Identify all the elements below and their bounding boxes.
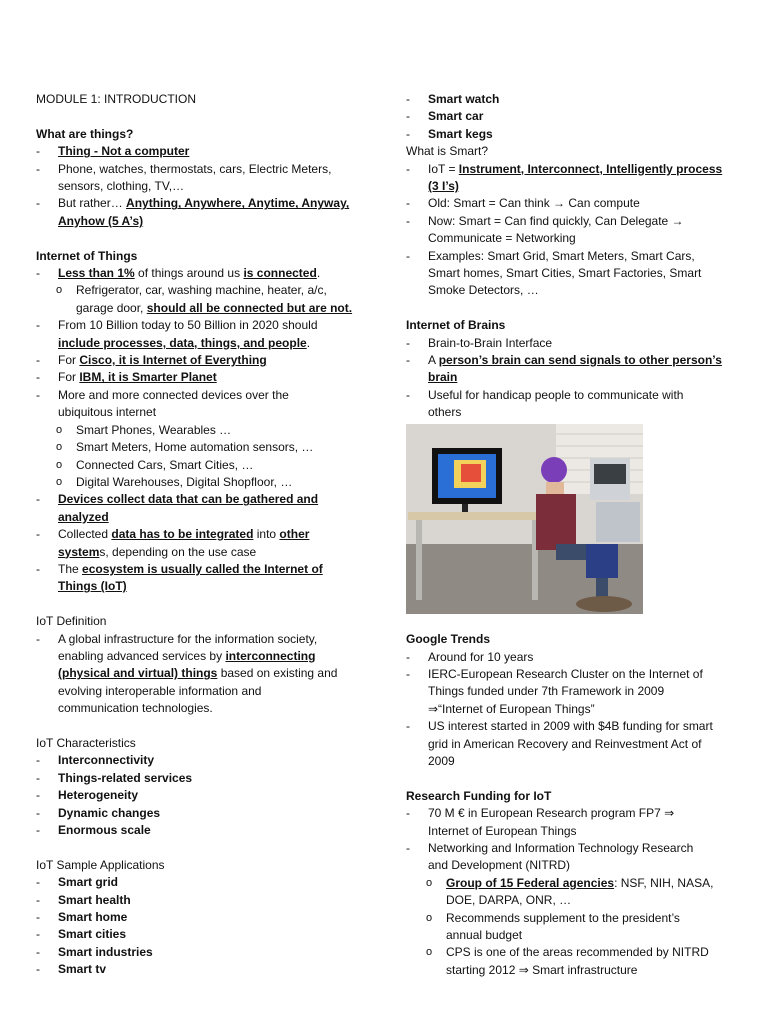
list-item: - The ecosystem is usually called the Internet of Things (IoT) (36, 561, 376, 596)
list-item: - Less than 1% of things around us is connected. (36, 265, 376, 282)
brains-heading: Internet of Brains (406, 318, 506, 333)
list-item: - From 10 Billion today to 50 Billion in 2020 should include processes, data, things, and people. (36, 317, 376, 352)
list-item: - Old: Smart = Can think → Can compute (406, 195, 746, 212)
list-item: - Brain-to-Brain Interface (406, 335, 746, 352)
list-item: - Smart health (36, 892, 376, 909)
list-item: - Around for 10 years (406, 649, 746, 666)
trends-heading: Google Trends (406, 632, 491, 647)
list-item: - Heterogeneity (36, 787, 376, 804)
left-column (36, 91, 376, 979)
list-item: - Smart cities (36, 926, 376, 943)
list-item: - 70 M € in European Research program FP7 ⇒ Internet of European Things (406, 805, 746, 840)
list-item: - More and more connected devices over the ubiquitous internet (36, 387, 376, 422)
things-heading: What are things? (36, 126, 134, 141)
sub-list-item: o Group of 15 Federal agencies: NSF, NIH, NASA, DOE, DARPA, ONR, … (406, 875, 746, 910)
list-item: - US interest started in 2009 with $4B funding for smart grid in American Recovery and Reinvestment Act of 2009 (406, 718, 746, 770)
list-item: - Smart industries (36, 944, 376, 961)
sub-list-item: o Digital Warehouses, Digital Shopfloor, … (36, 474, 376, 491)
list-item: - Things-related services (36, 770, 376, 787)
photo-illustration (406, 424, 643, 614)
definition-heading: IoT Definition (36, 614, 107, 629)
sub-list-item: o Smart Phones, Wearables … (36, 422, 376, 439)
sub-list-item: o Recommends supplement to the president’s annual budget (406, 910, 746, 945)
list-item: - Smart grid (36, 874, 376, 891)
applications-heading: IoT Sample Applications (36, 857, 165, 872)
list-item: - Smart home (36, 909, 376, 926)
sub-list-item: o Smart Meters, Home automation sensors, … (36, 439, 376, 456)
list-item: - IoT = Instrument, Interconnect, Intelligently process (3 I’s) (406, 161, 746, 196)
list-item: - Interconnectivity (36, 752, 376, 769)
list-item: - IERC-European Research Cluster on the Internet of Things funded under 7th Framework in 2009 ⇒“Internet of European Things” (406, 666, 746, 718)
sub-list-item: o Connected Cars, Smart Cities, … (36, 457, 376, 474)
list-item: - Enormous scale (36, 822, 376, 839)
list-item: - Dynamic changes (36, 805, 376, 822)
list-item: - Examples: Smart Grid, Smart Meters, Smart Cars, Smart homes, Smart Cities, Smart Factories, Smart Smoke Detectors, … (406, 248, 746, 300)
module-title: MODULE 1: INTRODUCTION (36, 92, 197, 106)
list-item: - For Cisco, it is Internet of Everything (36, 352, 376, 369)
list-item: - Smart car (406, 108, 746, 125)
list-item: - Collected data has to be integrated into other systems, depending on the use case (36, 526, 376, 561)
characteristics-heading: IoT Characteristics (36, 735, 136, 750)
list-item: - Networking and Information Technology Research and Development (NITRD) (406, 840, 746, 875)
list-item: - Smart watch (406, 91, 746, 108)
brain-interface-photo (406, 424, 643, 614)
smart-heading: What is Smart? (406, 144, 489, 159)
sub-list-item: o Refrigerator, car, washing machine, heater, a/c, garage door, should all be connected but are not. (36, 282, 376, 317)
list-item: - But rather… Anything, Anywhere, Anytime, Anyway, Anyhow (5 A’s) (36, 195, 376, 230)
list-item: - Useful for handicap people to communicate with others (406, 387, 746, 422)
list-item: - A person’s brain can send signals to other person’s brain (406, 352, 746, 387)
list-item: - Devices collect data that can be gathered and analyzed (36, 491, 376, 526)
list-item: - Smart tv (36, 961, 376, 978)
iot-heading: Internet of Things (36, 248, 138, 263)
list-item: - Smart kegs (406, 126, 746, 143)
list-item: - Now: Smart = Can find quickly, Can Delegate → Communicate = Networking (406, 213, 746, 248)
list-item: - For IBM, it is Smarter Planet (36, 369, 376, 386)
list-item: - A global infrastructure for the information society, enabling advanced services by interconnecting (physical and virtual) things based on existing and evolving interoperable information and communication technologies. (36, 631, 376, 718)
funding-heading: Research Funding for IoT (406, 788, 552, 803)
sub-list-item: o CPS is one of the areas recommended by NITRD starting 2012 ⇒ Smart infrastructure (406, 944, 746, 979)
list-item: - Phone, watches, thermostats, cars, Electric Meters, sensors, clothing, TV,… (36, 161, 376, 196)
list-item: - Thing - Not a computer (36, 143, 376, 160)
right-column (406, 91, 746, 979)
